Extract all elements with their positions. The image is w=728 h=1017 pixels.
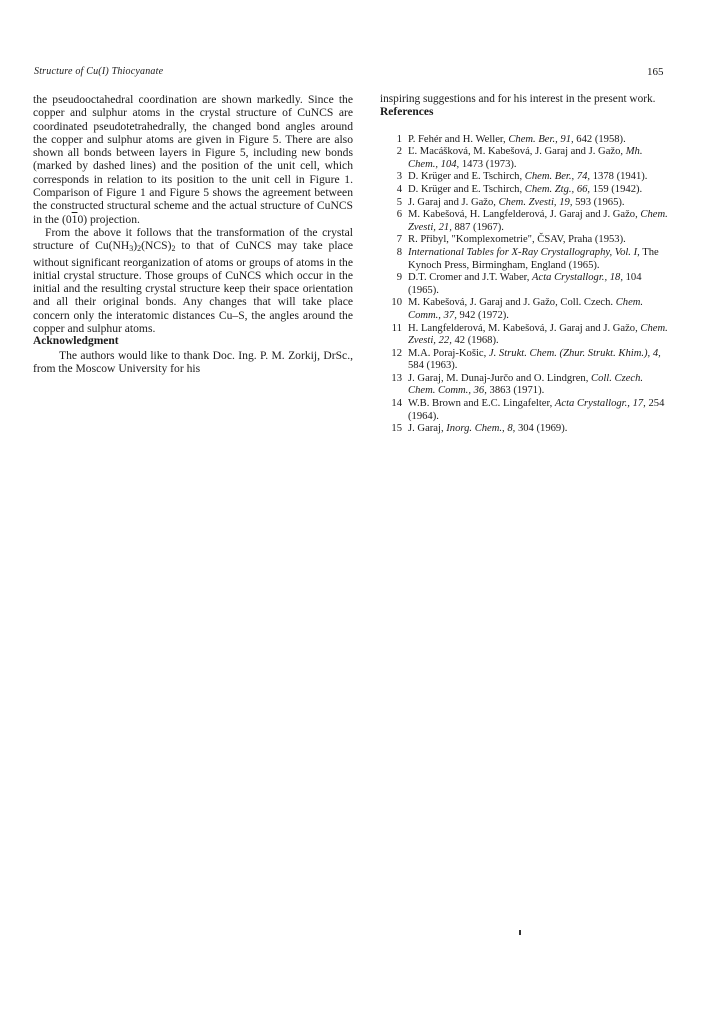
- body-paragraph-1: [33, 93, 353, 226]
- reference-source: Chem. Comm., 37,: [408, 297, 644, 321]
- reference-details: 584 (1963).: [408, 360, 458, 372]
- acknowledgment-heading: Acknowledgment: [33, 335, 119, 348]
- reference-details: 593 (1965).: [572, 196, 625, 208]
- reference-item: [380, 209, 670, 234]
- reference-details: 42 (1968).: [451, 335, 499, 347]
- reference-source: Coll. Czech. Chem. Comm., 36,: [408, 372, 644, 397]
- para2-text-b: ): [133, 239, 138, 253]
- page-number: 165: [647, 66, 664, 78]
- reference-number: 3: [396, 171, 402, 183]
- para2-text-a: From the above it follows that the transformation of the crystal structure of Cu(NH: [33, 225, 353, 253]
- reference-number: 2: [396, 146, 402, 158]
- reference-authors: M.A. Poraj-Košic,: [408, 347, 489, 359]
- reference-source: Mh. Chem., 104,: [408, 146, 643, 170]
- reference-text: [408, 234, 670, 247]
- reference-source: J. Strukt. Chem. (Zhur. Strukt. Khim.), 4,: [488, 347, 661, 359]
- reference-details: The Kynoch Press, Birmingham, England (1965).: [408, 246, 659, 271]
- reference-text: [408, 348, 670, 373]
- reference-authors: Ľ. Macášková, M. Kabešová, J. Garaj and J. Gažo,: [408, 146, 626, 158]
- reference-number: 14: [391, 398, 402, 410]
- reference-list: [380, 134, 670, 436]
- reference-source: Acta Crystallogr., 18,: [532, 272, 623, 284]
- reference-source: Chem. Ber., 91,: [508, 133, 574, 145]
- reference-item: [380, 323, 670, 348]
- para2-text-d: to that of CuNCS may take place without significant reorganization of atoms or groups of atoms in the initial crystal structure. Those groups of CuNCS which occur in the initial and the resulting crystal structure keep their space orientation and all their original bonds. Any changes that will take place concern only the interatomic distances Cu–S, the angles around the copper and sulphur atoms.: [33, 239, 353, 336]
- left-column: [33, 93, 353, 375]
- reference-authors: M. Kabešová, J. Garaj and J. Gažo, Coll. Czech.: [408, 297, 616, 309]
- reference-source: Acta Crystallogr., 17,: [554, 398, 646, 410]
- reference-text: [408, 184, 670, 197]
- reference-item: [380, 348, 670, 373]
- reference-number: 10: [391, 297, 402, 309]
- reference-details: 1473 (1973).: [459, 158, 517, 170]
- reference-authors: J. Garaj, M. Dunaj-Jurčo and O. Lindgren,: [408, 372, 591, 384]
- reference-text: [408, 423, 670, 436]
- reference-number: 8: [396, 246, 402, 258]
- reference-item: [380, 247, 670, 272]
- para1-text-b: 0) projection.: [77, 212, 140, 226]
- reference-authors: H. Langfelderová, M. Kabešová, J. Garaj and J. Gažo,: [408, 322, 641, 334]
- para1-text-a: the pseudooctahedral coordination are shown markedly. Since the copper and sulphur atoms in the crystal structure of CuNCS are coordinated pseudotetrahedrally, the changed bond angles around the copper and sulphur atoms are given in Figure 5. There are also shown all bonds between layers in Figure 5, including new bonds (marked by dashed lines) and the position of the unit cell, which corresponds in relation to its position to the unit cell in Figure 1. Comparison of Figure 1 and Figure 5 shows the agreement between the constructed structural scheme and the actual structure of CuNCS in the (0: [33, 93, 353, 226]
- reference-details: 254 (1964).: [408, 398, 665, 422]
- reference-text: [408, 209, 670, 234]
- reference-number: 4: [396, 183, 402, 195]
- reference-authors: M. Kabešová, H. Langfelderová, J. Garaj and J. Gažo,: [408, 209, 641, 221]
- reference-item: [380, 146, 670, 171]
- reference-number: 15: [391, 423, 402, 435]
- subscript: 2: [171, 244, 176, 254]
- acknowledgment-continuation: inspiring suggestions and for his interest in the present work.: [380, 93, 656, 105]
- reference-number: 11: [391, 322, 402, 334]
- reference-number: 12: [391, 347, 402, 359]
- reference-number: 7: [396, 234, 402, 246]
- reference-authors: D. Krüger and E. Tschirch,: [408, 183, 525, 195]
- reference-text: [408, 373, 670, 398]
- reference-number: 6: [396, 209, 402, 221]
- reference-authors: P. Fehér and H. Weller,: [408, 133, 509, 145]
- reference-authors: D.T. Cromer and J.T. Waber,: [408, 272, 533, 284]
- reference-details: 1378 (1941).: [590, 171, 648, 183]
- right-column: [380, 93, 670, 436]
- reference-number: 1: [396, 133, 402, 145]
- acknowledgment-text: The authors would like to thank Doc. Ing. P. M. Zorkij, DrSc., from the Moscow University for his: [33, 348, 353, 375]
- reference-source: Chem. Ztg., 66,: [524, 183, 591, 195]
- reference-number: 13: [391, 372, 402, 384]
- reference-item: [380, 197, 670, 210]
- reference-item: [380, 234, 670, 247]
- reference-details: 887 (1967).: [451, 221, 504, 233]
- reference-number: 5: [396, 196, 402, 208]
- reference-item: [380, 272, 670, 297]
- reference-source: Chem. Zvesti, 21,: [408, 209, 668, 233]
- reference-details: 104 (1965).: [408, 272, 642, 296]
- reference-item: [380, 184, 670, 197]
- reference-text: [408, 247, 670, 272]
- para2-text-c: (NCS): [141, 239, 172, 253]
- reference-source: International Tables for X-Ray Crystallography, Vol. I,: [408, 246, 640, 258]
- reference-text: [408, 146, 670, 171]
- reference-source: Chem. Zvesti, 19,: [498, 196, 573, 208]
- reference-authors: D. Krüger and E. Tschirch,: [408, 171, 525, 183]
- reference-item: [380, 297, 670, 322]
- reference-source: Inorg. Chem., 8,: [446, 423, 516, 435]
- stray-mark: [519, 930, 521, 935]
- reference-source: Chem. Ber., 74,: [524, 171, 591, 183]
- subscript: 2: [137, 244, 142, 254]
- reference-details: 304 (1969).: [515, 423, 568, 435]
- references-heading: References: [380, 106, 434, 119]
- reference-item: [380, 398, 670, 423]
- reference-text: [408, 272, 670, 297]
- reference-text: [408, 197, 670, 210]
- reference-item: [380, 373, 670, 398]
- reference-text: [408, 134, 670, 147]
- reference-source: Chem. Zvesti, 22,: [408, 322, 668, 347]
- reference-item: [380, 423, 670, 436]
- reference-authors: J. Garaj,: [408, 423, 447, 435]
- reference-details: 942 (1972).: [456, 309, 509, 321]
- reference-authors: J. Garaj and J. Gažo,: [408, 196, 499, 208]
- reference-authors: W.B. Brown and E.C. Lingafelter,: [408, 398, 555, 410]
- reference-item: [380, 134, 670, 147]
- reference-text: [408, 323, 670, 348]
- reference-text: [408, 398, 670, 423]
- subscript: 3: [129, 244, 134, 254]
- running-title: Structure of Cu(I) Thiocyanate: [34, 66, 164, 77]
- reference-item: [380, 171, 670, 184]
- overbar-digit: 1: [71, 212, 78, 226]
- body-paragraph-2: [33, 226, 353, 335]
- reference-details: 159 (1942).: [590, 183, 643, 195]
- reference-details: 642 (1958).: [573, 133, 626, 145]
- reference-text: [408, 297, 670, 322]
- reference-details: 3863 (1971).: [486, 385, 545, 397]
- reference-number: 9: [396, 272, 402, 284]
- reference-text: [408, 171, 670, 184]
- reference-authors: R. Přibyl, "Komplexometrie", ČSAV, Praha (1953).: [408, 234, 626, 246]
